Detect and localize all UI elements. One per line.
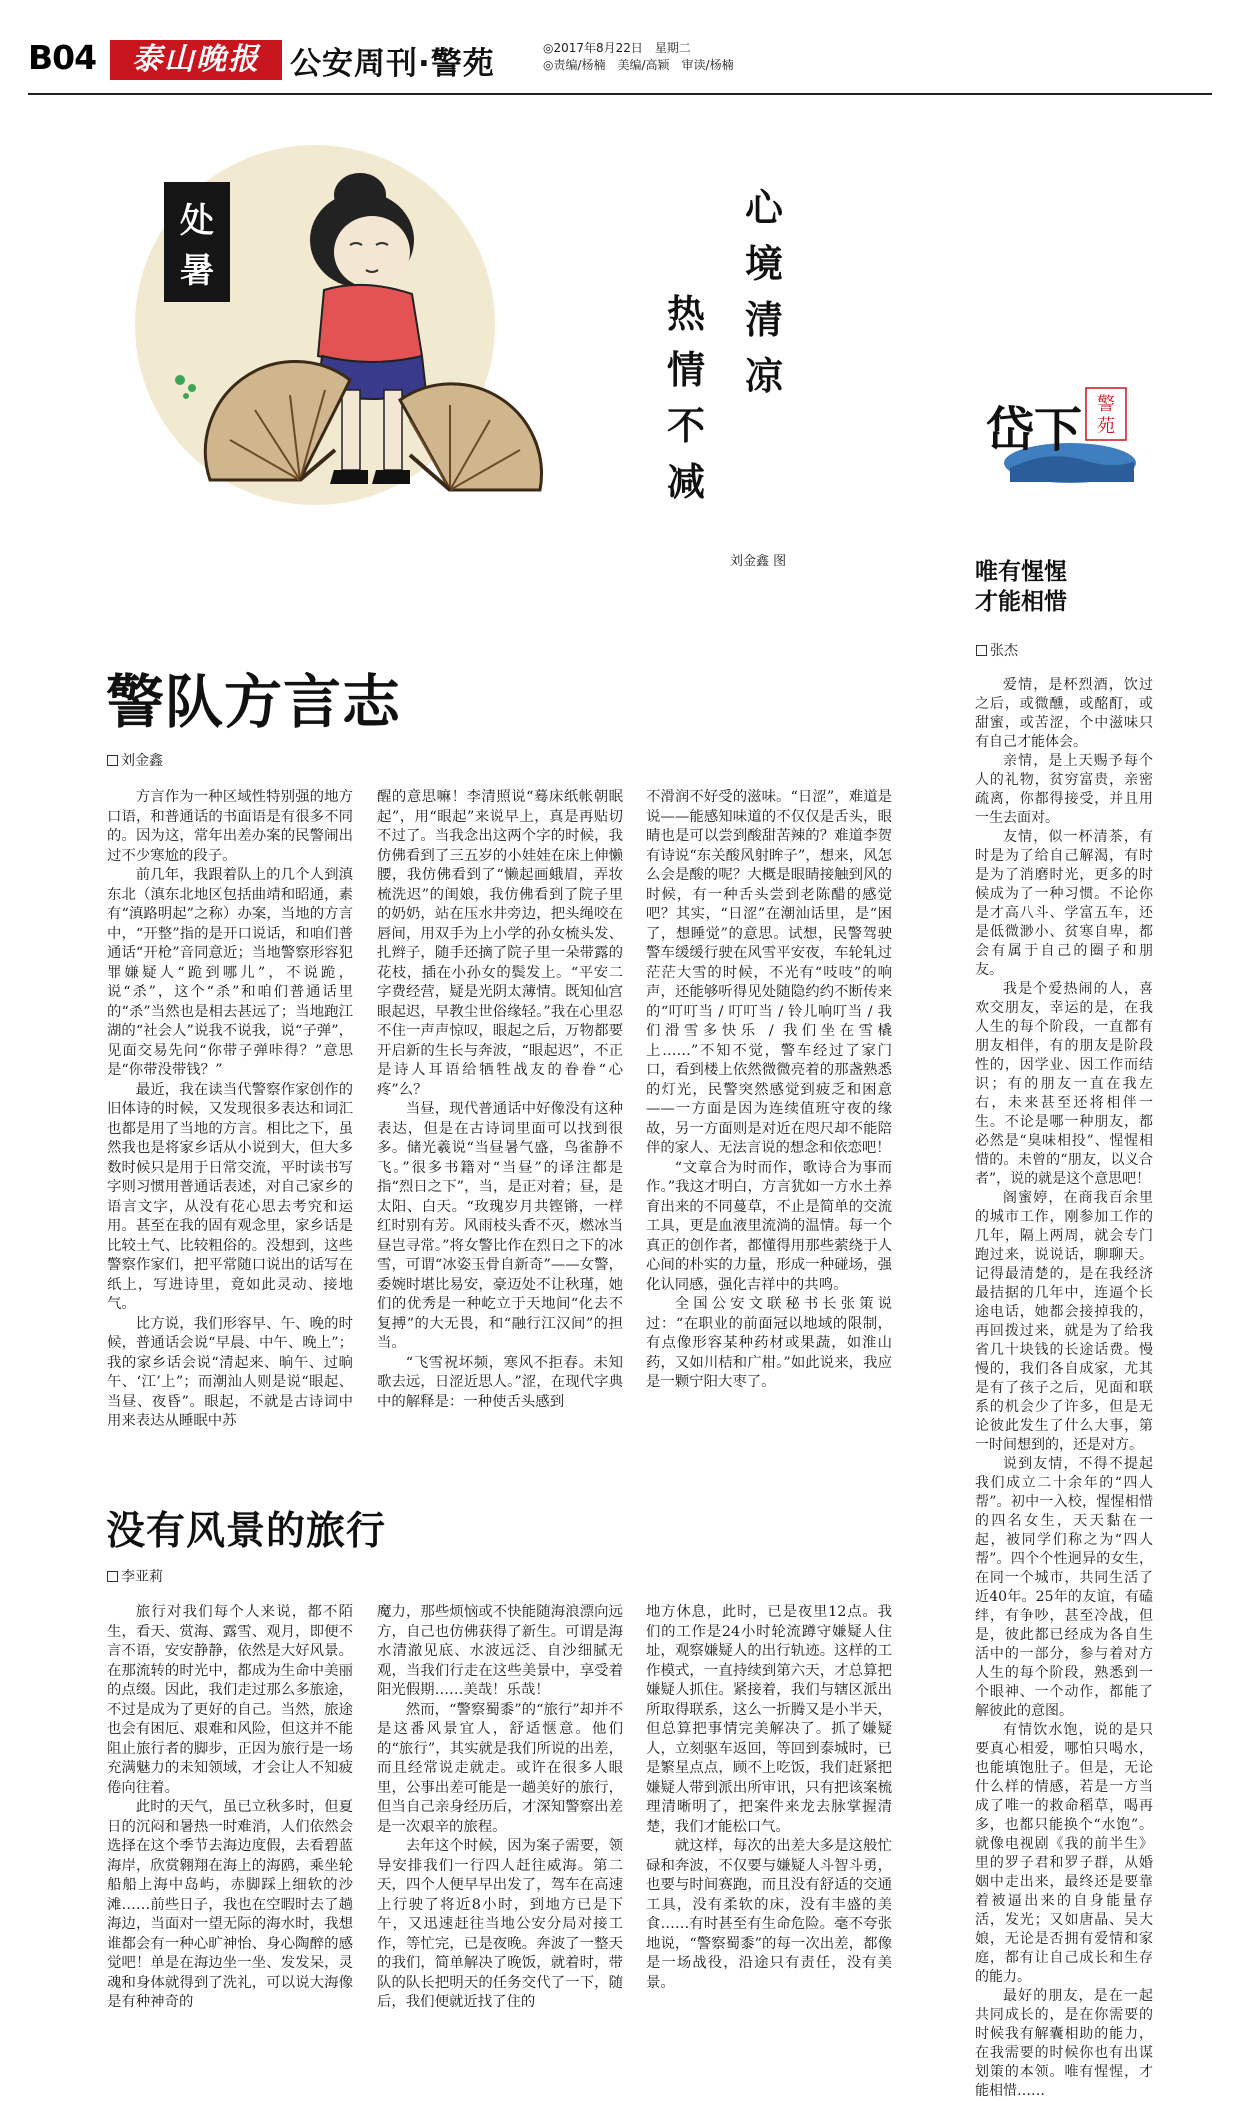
paragraph: 魔力，那些烦恼或不快能随海浪漂向远方，自己也仿佛获得了新生。可谓是海水清澈见底、水波远泛、自沙细腻无观，当我们行走在这些美景中，享受着阳光假期……美哉！乐哉！	[377, 1604, 623, 1698]
article-headline-travel: 没有风景的旅行	[106, 1509, 387, 1554]
paragraph: 亲情，是上天赐予每个人的礼物，贫穷富贵，亲密疏离，你都得接受，并且用一生去面对。	[975, 753, 1153, 826]
masthead	[28, 38, 1212, 86]
paragraph: 说到友情，不得不提起我们成立二十余年的“四人帮”。初中一入校，惺惺相惜的四名女生，天天黏在一起，被同学们称之为“四人帮”。四个个性迥异的女生，在同一个城市，共同生活了近40年。25年的友谊，有磕绊，有争吵，甚至冷战，但是，彼此都已经成为各自生活中的一部分，参与着对方人生的每个阶段，熟悉到一个眼神、一个动作，都能了解彼此的意图。	[975, 1456, 1153, 1719]
header-rule	[28, 93, 1212, 95]
newspaper-logo: 泰山晚报	[110, 40, 282, 80]
column-logo-sub: 警	[1097, 394, 1115, 415]
svg-text:暑: 暑	[180, 251, 214, 291]
editor-credits: ◎责编/杨楠 美编/高颖 审读/杨楠	[543, 58, 734, 72]
paragraph: “文章合为时而作，歌诗合为事而作。”我这才明白，方言犹如一方水土养育出来的不同蔓草，不止是简单的交流工具，更是血液里流淌的温情。每一个真正的创作者，都懂得用那些萦绕于人心间的朴实的力量，形成一种碰场，强化认同感，强化吉祥中的共鸣。	[646, 1159, 892, 1293]
article-column	[377, 1603, 623, 2023]
page-number: B04	[28, 38, 97, 77]
article-byline: 刘金鑫	[107, 750, 163, 770]
paragraph: 去年这个时候，因为案子需要，领导安排我们一行四人赶往威海。第二天，四个人便早早出发了，驾车在高速上行驶了将近8小时，到地方已是下午，又迅速赶往当地公安分局对接工作，等忙完，已是夜晚。奔波了一整天的我们，简单解决了晚饭，就着时，带队的队长把明天的任务交代了一下，随后，我们便就近找了住的	[377, 1838, 623, 2010]
article-headline-friendship	[975, 557, 1067, 617]
paragraph: “飞雪祝坏频，寒风不拒春。未知歌去远，日涩近思人。”涩，在现代字典中的解释是：一种使舌头感到	[377, 1354, 623, 1410]
paragraph: 全国公安文联秘书长张策说过：“在职业的前面冠以地域的限制，有点像形容某种药材或果蔬，如淮山药，又如川桔和广柑。”如此说来，我应是一颗宁阳大枣了。	[646, 1296, 892, 1390]
headline-line: 才能相惜	[975, 589, 1067, 615]
article-column	[107, 788, 353, 1429]
paragraph: 我是个爱热闹的人，喜欢交朋友，幸运的是，在我人生的每个阶段，一直都有朋友相伴，有的朋友是阶段性的，因学业、因工作而结识；有的朋友一直在我左右，未来甚至还将相伴一生。不论是哪一种朋友，都必然是“臭味相投”、惺惺相惜的。未曾的“朋友，以义合者”，说的就是这个意思吧！	[975, 981, 1153, 1187]
paragraph: 方言作为一种区域性特别强的地方口语，和普通话的书面语是有很多不同的。因为这，常年出差办案的民警闹出过不少寒尬的段子。	[107, 789, 353, 864]
article-column	[377, 788, 623, 1410]
paragraph: 旅行对我们每个人来说，都不陌生，看天、赏海、露雪、观月，即便不言不语，安安静静，依然是大好风景。在那流转的时光中，都成为生命中美丽的点缀。因此，我们走过那么多旅途，不过是成为了更好的自己。当然，旅途也会有困厄、艰难和风险，但这并不能阻止旅行者的脚步，正因为旅行是一场充满魅力的未知领域，才会让人不知疲倦向往着。	[107, 1604, 353, 1796]
illustration-title-2: 热情不减	[666, 291, 705, 504]
section-title: 公安周刊·警苑	[290, 46, 495, 82]
palm-fan-right	[400, 384, 541, 490]
paragraph: 当昼，现代普通话中好像没有这种表达，但是在古诗词里面可以找到很多。储光羲说“当昼暑气盛，鸟雀静不飞。”很多书籍对“当昼”的译注都是指“烈日之下”，当，是正对着；昼，是太阳、白天。“玫瑰岁月共铿锵，一样红时别有芳。风雨枝头香不灭，燃冰当昼岂寻常。”将女警比作在烈日之下的冰雪，可谓“冰姿玉骨自新奇”——女警，委婉时堪比易安，豪迈处不让秋瑾，她们的优秀是一种屹立于天地间“化去不复搏”的大无畏，和“融行江汉间”的担当。	[377, 1101, 623, 1351]
paragraph: 最近，我在读当代警察作家创作的旧体诗的时候，又发现很多表达和词汇也都是用了当地的方言。相比之下，虽然我也是将家乡话从小说到大，但大多数时候只是用于日常交流，平时读书写字则习惯用普通话表述，对自己家乡的语言文字，从没有花心思去考究和运用。甚至在我的固有观念里，家乡话是比较土气、比较粗俗的。没想到，这些警察作家们，把平常随口说出的话写在纸上，写进诗里，竟如此灵动、接地气。	[107, 1081, 353, 1312]
issue-info	[543, 40, 734, 74]
illustration-title-1: 心境清凉	[744, 185, 783, 398]
paragraph: 然而，“警察蜀黍”的“旅行”却并不是这番风景宜人，舒适惬意。他们的“旅行”，其实就是我们所说的出差，而且经常说走就走。或许在很多人眼里，公事出差可能是一趟美好的旅行，但当自己亲身经历后，才深知警察出差是一次艰辛的旅程。	[377, 1701, 623, 1835]
article-column	[107, 1603, 353, 2023]
article-column	[646, 1603, 892, 2023]
headline-line: 唯有惺惺	[975, 559, 1067, 585]
paragraph: 最好的朋友，是在一起共同成长的，是在你需要的时候我有解囊相助的能力，在我需要的时候你也有出谋划策的本领。唯有惺惺，才能相惜……	[975, 1988, 1153, 2099]
feature-illustration	[110, 150, 650, 570]
paragraph: 此时的天气，虽已立秋多时，但夏日的沉闷和暑热一时难消，人们依然会选择在这个季节去海边度假，去看碧蓝海岸，欣赏翱翔在海上的海鸥，乘坐轮船船上海中岛屿，赤脚踩上细软的沙滩……前些日子，我也在空暇时去了趟海边，当面对一望无际的海水时，我想谁都会有一种心旷神怡、身心陶醉的感觉吧！单是在海边坐一坐、发发呆，灵魂和身体就得到了洗礼，可以说大海像是有种神奇的	[107, 1799, 353, 2010]
article-column	[975, 676, 1153, 2099]
paragraph: 有情饮水饱，说的是只要真心相爱，哪怕只喝水，也能填饱肚子。但是，无论什么样的情感，若是一方当成了唯一的救命稻草，喝再多，也都只能换个“水饱”。就像电视剧《我的前半生》里的罗子君和罗子群，从婚姻中走出来，最终还是要靠着被逼出来的自身能量存活，发光；又如唐晶、吴大娘，无论是否拥有爱情和家庭，都有让自己成长和生存的能力。	[975, 1722, 1153, 1985]
illustration-credit: 刘金鑫 图	[730, 554, 787, 569]
svg-text:苑: 苑	[1097, 416, 1115, 437]
paragraph: 阁蜜婷，在商我百余里的城市工作，刚参加工作的几年，隔上两周，就会专门跑过来，说说话，聊聊天。记得最清楚的，是在我经济最拮据的几年中，连逼个长途电话，她都会接掉我的，再回拨过来，就是为了给我省几十块钱的长途话费。慢慢的，我们各自成家，尤其是有了孩子之后，见面和联系的机会少了许多，但是无论彼此发生了什么大事，第一时间想到的，还是对方。	[975, 1190, 1153, 1453]
paragraph: 爱情，是杯烈酒，饮过之后，或微醺，或酩酊，或甜蜜，或苦涩，个中滋味只有自己才能体会。	[975, 677, 1153, 750]
article-column	[646, 788, 892, 1402]
paragraph: 比方说，我们形容早、午、晚的时候，普通话会说“早晨、中午、晚上”；我的家乡话会说“清起来、晌午、过晌午、‘江’上”；而潮汕人则是说“眼起、当昼、夜昏”。眼起，不就是古诗词中用来表达从睡眠中苏	[107, 1315, 353, 1429]
paragraph: 醒的意思嘛！李清照说“蓦床纸帐朝眠起”，用“眼起”来说早上，真是再贴切不过了。当我念出这两个字的时候，我仿佛看到了三五岁的小娃娃在床上伸懒腰，我仿佛看到了“懒起画蛾眉，弄妆梳洗迟”的闺娘，我仿佛看到了院子里的奶奶，站在压水井旁边，把头绳咬在唇间，用双手为上小学的孙女梳头发、扎辫子，随手还摘了院子里一朵带露的花枝，插在小孙女的鬓发上。“平安二字费经营，疑是光阴太薄情。既知仙宫眼起迟，早教尘世俗缘轻。”我在心里忍不住一声声惊叹，眼起之后，万物都要开启新的生长与奔波，“眼起迟”，不正是诗人耳语给牺牲战友的眷眷“心疼”么？	[377, 789, 623, 1098]
paragraph: 友情，似一杯清茶，有时是为了给自己解渴，有时是为了消磨时光，更多的时候成为了一种习惯。不论你是才高八斗、学富五车，还是低微渺小、贫寒自卑，都会有属于自己的圈子和朋友。	[975, 829, 1153, 978]
column-logo-main: 岱下	[985, 402, 1083, 458]
decor-dot	[175, 375, 185, 385]
paragraph: 地方休息，此时，已是夜里12点。我们的工作是24小时轮流蹲守嫌疑人住址，观察嫌疑人的出行轨迹。这样的工作模式，一直持续到第六天，才总算把嫌疑人抓住。紧接着，我们与辖区派出所取得联系，这么一折腾又是小半天，但总算把事情完美解决了。抓了嫌疑人，立刻驱车返回，等回到泰城时，已是繁星点点，顾不上吃饭，我们赶紧把嫌疑人带到派出所审讯，只有把该案梳理清晰明了，把案件来龙去脉掌握清楚，我们才能松口气。	[646, 1604, 892, 1835]
paragraph: 不滑润不好受的滋味。“日涩”，难道是说——能感知味道的不仅仅是舌头，眼睛也是可以尝到酸甜苦辣的？难道李贺有诗说“东关酸风射眸子”，想来，风怎么会是酸的呢？大概是眼睛接触到风的时候，有一种舌头尝到老陈醋的感觉吧？其实，“日涩”在潮汕话里，是“困了，想睡觉”的意思。试想，民警驾驶警车缓缓行驶在风雪平安夜，车轮轧过茫茫大雪的时候，不光有“吱吱”的响声，还能够听得见处随隐约约不断传来的“叮叮当 / 叮叮当 / 铃儿响叮当 / 我们滑雪多快乐 / 我们坐在雪橇上……”不知不觉，警车经过了家门口，看到楼上依然微微亮着的那盏熟悉的灯光，民警突然感觉到疲乏和困意——一方面是因为连续值班守夜的缘故，另一方面则是对近在咫尺却不能陪伴的家人、无法言说的想念和依恋吧！	[646, 789, 892, 1156]
column-logo	[985, 368, 1138, 488]
chushu-badge-text: 处	[180, 201, 214, 241]
paragraph: 前几年，我跟着队上的几个人到滇东北（滇东北地区包括曲靖和昭通，素有“滇路明起”之称）办案，当地的方言中，“开整”指的是开口说话，和咱们普通话“开枪”音同意近；当地警察形容犯罪嫌疑人“跪到哪儿”，不说跪，说“杀”，这个“杀”和咱们普通话里的“杀”当然也是相去甚远了；当地跑江湖的“社会人”说我不说我，说“子弹”，见面交易先问“你带子弹咔得？”意思是“你带没带钱？”	[107, 867, 353, 1078]
article-headline-police-dialect: 警队方言志	[106, 668, 402, 736]
article-byline: 张杰	[976, 640, 1018, 660]
article-byline: 李亚莉	[107, 1566, 163, 1586]
paragraph: 就这样，每次的出差大多是这般忙碌和奔波，不仅要与嫌疑人斗智斗勇，也要与时间赛跑，而且没有舒适的交通工具，没有柔软的床，没有丰盛的美食……有时甚至有生命危险。毫不夸张地说，“警察蜀黍”的每一次出差，都像是一场战役，沿途只有责任，没有美景。	[646, 1838, 892, 1991]
issue-date: ◎2017年8月22日 星期二	[543, 41, 691, 55]
